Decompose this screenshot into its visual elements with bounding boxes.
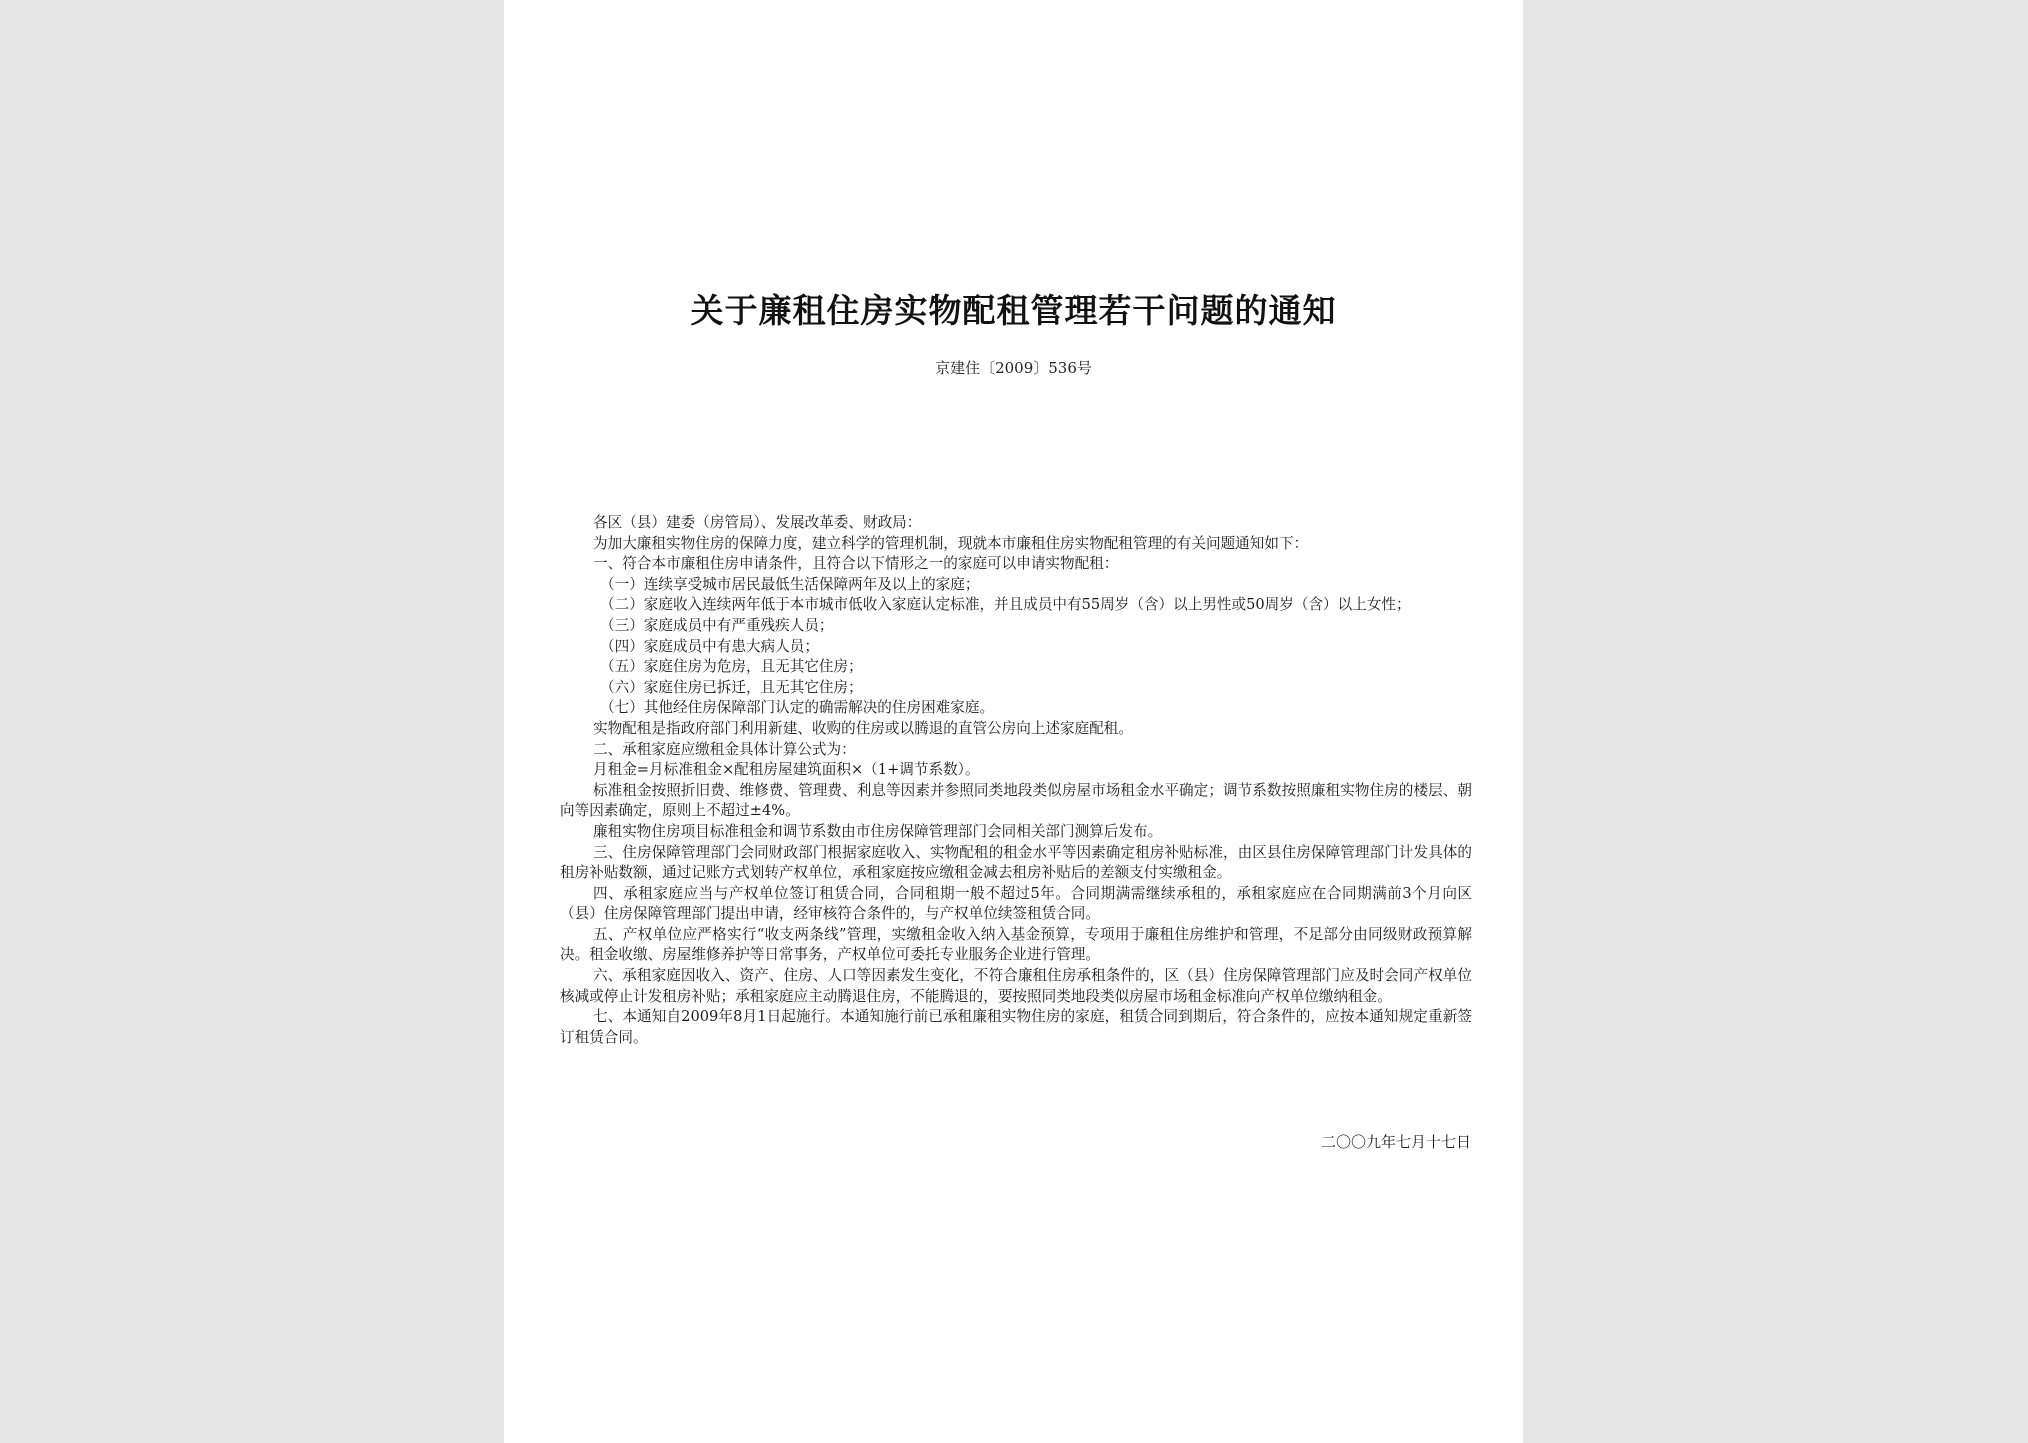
body-paragraph: 实物配租是指政府部门利用新建、收购的住房或以腾退的直管公房向上述家庭配租。 — [593, 719, 1133, 737]
body-paragraph: 二、承租家庭应缴租金具体计算公式为： — [593, 740, 856, 758]
body-paragraph: （五）家庭住房为危房，且无其它住房； — [600, 658, 863, 676]
issue-date: 二〇〇九年七月十七日 — [1320, 1133, 1471, 1151]
body-paragraph: 五、产权单位应严格实行“收支两条线”管理，实缴租金收入纳入基金预算，专项用于廉租住房维护和管理，不足部分由同级财政预算解决。租金收缴、房屋维修养护等日常事务，产权单位可委托专业服务企业进行管理。 — [560, 925, 1472, 964]
body-paragraph: （二）家庭收入连续两年低于本市城市低收入家庭认定标准，并且成员中有55周岁（含）以上男性或50周岁（含）以上女性； — [600, 596, 1411, 614]
document-number: 京建住〔2009〕536号 — [935, 359, 1092, 377]
body-paragraph: 六、承租家庭因收入、资产、住房、人口等因素发生变化，不符合廉租住房承租条件的，区（县）住房保障管理部门应及时会同产权单位核减或停止计发租房补贴；承租家庭应主动腾退住房，不能腾退的，要按照同类地段类似房屋市场租金标准向产权单位缴纳租金。 — [560, 967, 1472, 1005]
body-paragraph: 为加大廉租实物住房的保障力度，建立科学的管理机制，现就本市廉租住房实物配租管理的有关问题通知如下： — [593, 534, 1309, 552]
document-title: 关于廉租住房实物配租管理若干问题的通知 — [690, 291, 1337, 330]
body-paragraph: 四、承租家庭应当与产权单位签订租赁合同，合同租期一般不超过5年。合同期满需继续承租的，承租家庭应在合同期满前3个月向区（县）住房保障管理部门提出申请，经审核符合条件的，与产权单位续签租赁合同。 — [560, 884, 1472, 923]
body-paragraph: 各区（县）建委（房管局）、发展改革委、财政局： — [593, 514, 922, 531]
body-paragraph: 一、符合本市廉租住房申请条件，且符合以下情形之一的家庭可以申请实物配租： — [593, 555, 1119, 573]
body-paragraph: 三、住房保障管理部门会同财政部门根据家庭收入、实物配租的租金水平等因素确定租房补贴标准，由区县住房保障管理部门计发具体的租房补贴数额，通过记账方式划转产权单位，承租家庭按应缴租金减去租房补贴后的差额支付实缴租金。 — [560, 843, 1472, 882]
body-paragraph: （七）其他经住房保障部门认定的确需解决的住房困难家庭。 — [600, 699, 995, 717]
body-paragraph: 七、本通知自2009年8月1日起施行。本通知施行前已承租廉租实物住房的家庭，租赁合同到期后，符合条件的，应按本通知规定重新签订租赁合同。 — [560, 1008, 1472, 1046]
body-paragraph: 月租金=月标准租金×配租房屋建筑面积×（1+调节系数）。 — [593, 761, 980, 779]
body-paragraph: （三）家庭成员中有严重残疾人员； — [600, 616, 834, 634]
body-paragraph: 廉租实物住房项目标准租金和调节系数由市住房保障管理部门会同相关部门测算后发布。 — [593, 822, 1163, 840]
document-body — [560, 513, 1472, 1048]
body-paragraph: 标准租金按照折旧费、维修费、管理费、利息等因素并参照同类地段类似房屋市场租金水平确定；调节系数按照廉租实物住房的楼层、朝向等因素确定，原则上不超过±4%。 — [560, 781, 1472, 820]
body-paragraph: （六）家庭住房已拆迁，且无其它住房； — [600, 678, 863, 696]
body-paragraph: （一）连续享受城市居民最低生活保障两年及以上的家庭； — [600, 575, 980, 593]
body-paragraph: （四）家庭成员中有患大病人员； — [600, 637, 819, 655]
document-page — [504, 0, 1523, 1443]
